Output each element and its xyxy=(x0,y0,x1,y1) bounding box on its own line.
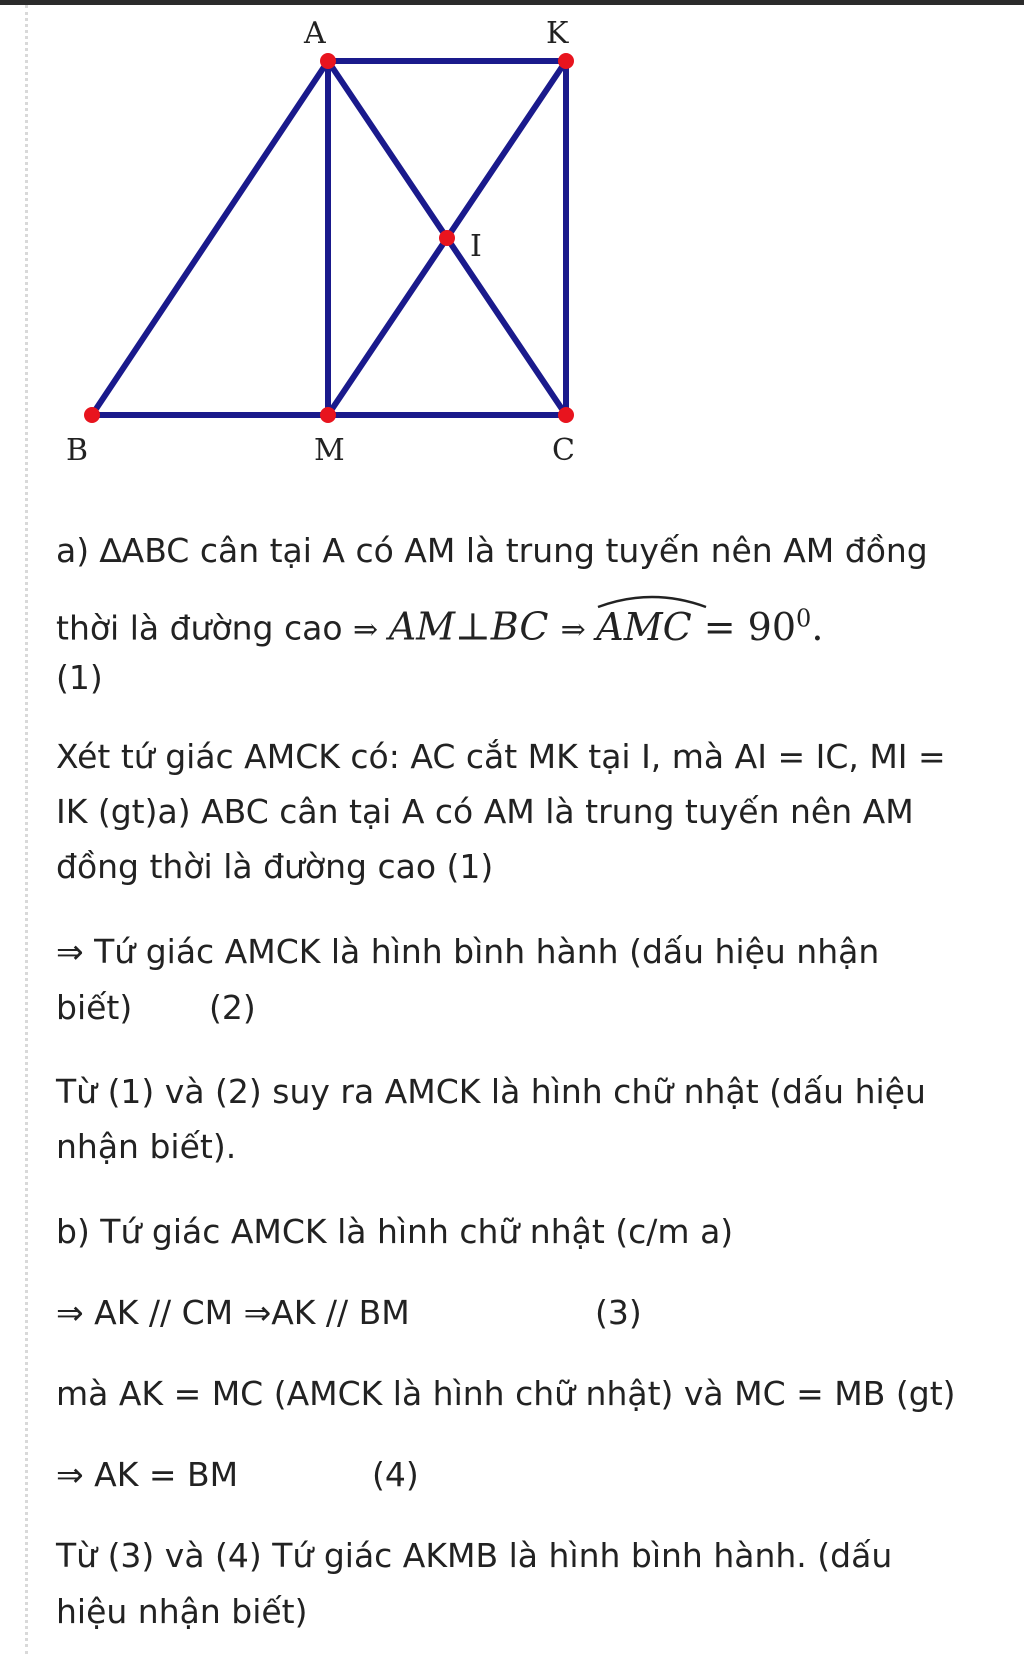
label-c: C xyxy=(552,433,575,468)
consider-line-1: Xét tứ giác AMCK có: AC cắt MK tại I, mà AI = IC, MI = xyxy=(56,737,946,776)
part-b-line-4-ref: (4) xyxy=(372,1455,419,1494)
segment-ab xyxy=(92,61,328,415)
part-b-line-4 xyxy=(56,1455,419,1495)
part-b-line-1: b) Tứ giác AMCK là hình chữ nhật (c/m a) xyxy=(56,1212,734,1251)
label-m: M xyxy=(314,433,345,468)
part-a-line-2-text: thời là đường cao xyxy=(56,608,343,648)
part-a-line-2 xyxy=(56,598,823,651)
point-k xyxy=(558,53,574,69)
part-b-line-2 xyxy=(56,1293,642,1333)
point-b xyxy=(84,407,100,423)
part-b-line-6: hiệu nhận biết) xyxy=(56,1592,308,1631)
point-a xyxy=(320,53,336,69)
consider-line-3: đồng thời là đường cao (1) xyxy=(56,847,494,886)
formula-am-perp-bc xyxy=(389,605,561,649)
parallelogram-line-2-ref: (2) xyxy=(209,988,256,1027)
formula-angle-amc xyxy=(596,605,823,649)
part-a-line-3: (1) xyxy=(56,658,103,697)
label-b: B xyxy=(66,433,89,468)
parallelogram-line-2-text: biết) xyxy=(56,988,133,1027)
angle-hat-icon xyxy=(596,593,708,609)
formula-equals-90: = 90 xyxy=(691,604,797,649)
parallelogram-line-1: ⇒ Tứ giác AMCK là hình bình hành (dấu hiệu nhận xyxy=(56,932,880,971)
rectangle-line-2: nhận biết). xyxy=(56,1127,237,1166)
label-k: K xyxy=(546,16,569,51)
parallelogram-line-2 xyxy=(56,988,256,1028)
angle-amc: AMC xyxy=(596,607,691,647)
point-c xyxy=(558,407,574,423)
geometry-figure xyxy=(0,0,620,470)
part-b-line-2-text: ⇒ AK // CM ⇒AK // BM xyxy=(56,1293,410,1332)
perp-symbol: ⊥ xyxy=(455,604,491,649)
part-b-line-2-ref: (3) xyxy=(595,1293,642,1332)
point-i xyxy=(439,230,455,246)
rectangle-line-1: Từ (1) và (2) suy ra AMCK là hình chữ nhật (dấu hiệu xyxy=(56,1072,926,1111)
formula-bc: BC xyxy=(490,604,549,649)
label-i: I xyxy=(470,229,482,264)
implies-symbol: ⇒ xyxy=(353,612,379,648)
formula-end-period: . xyxy=(811,604,824,649)
label-a: A xyxy=(304,16,326,51)
part-a-line-1: a) ∆ABC cân tại A có AM là trung tuyến nên AM đồng xyxy=(56,531,928,570)
degree-superscript: 0 xyxy=(796,604,812,632)
consider-line-2: IK (gt)a) ABC cân tại A có AM là trung tuyến nên AM xyxy=(56,792,914,831)
formula-am: AM xyxy=(388,604,456,649)
point-m xyxy=(320,407,336,423)
implies-symbol-2: ⇒ xyxy=(560,612,586,648)
part-b-line-5: Từ (3) và (4) Tứ giác AKMB là hình bình hành. (dấu xyxy=(56,1536,893,1575)
part-b-line-3: mà AK = MC (AMCK là hình chữ nhật) và MC = MB (gt) xyxy=(56,1374,956,1413)
part-b-line-4-text: ⇒ AK = BM xyxy=(56,1455,239,1494)
